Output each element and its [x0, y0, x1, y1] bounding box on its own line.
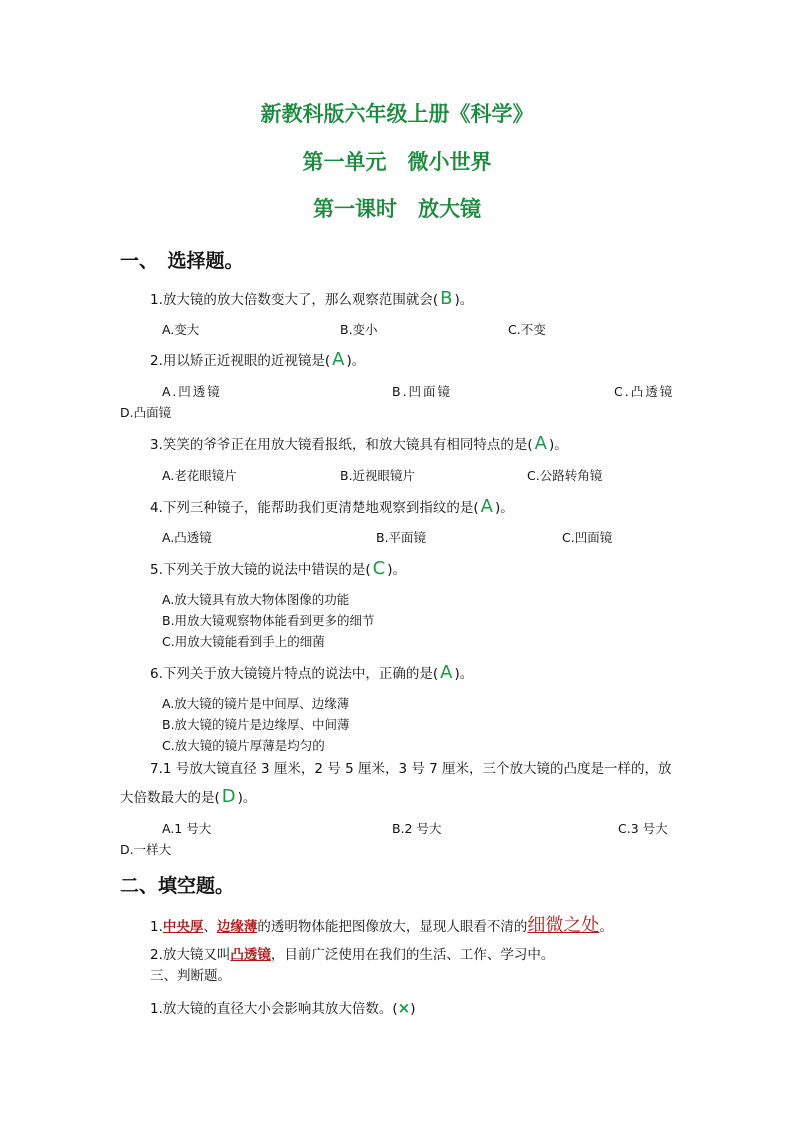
- question-text: )。: [346, 353, 366, 369]
- question-text: 4.下列三种镜子，能帮助我们更清楚地观察到指纹的是(: [150, 500, 479, 516]
- judge-text: ): [410, 1001, 416, 1017]
- option: C.凸透镜: [614, 384, 675, 399]
- option: B.凹面镜: [392, 384, 453, 399]
- fill-1: [150, 911, 613, 937]
- question-4: [150, 496, 514, 517]
- option: B.放大镜的镜片是边缘厚、中间薄: [162, 717, 350, 732]
- option: C.用放大镜能看到手上的细菌: [162, 634, 325, 649]
- answer: A: [440, 662, 453, 683]
- section-judge-heading: 三、判断题。: [150, 968, 231, 984]
- question-3: [150, 433, 568, 454]
- answer: C: [372, 558, 386, 579]
- option: A.1 号大: [162, 821, 212, 836]
- fill-text: 、: [203, 919, 217, 935]
- option: A.老花眼镜片: [162, 468, 237, 483]
- unit-title: 第一单元 微小世界: [302, 150, 492, 174]
- fill-answer: 细微之处: [527, 915, 600, 936]
- question-text: 1.放大镜的放大倍数变大了，那么观察范围就会(: [150, 292, 439, 308]
- option: C.凹面镜: [562, 530, 613, 545]
- option: C.公路转角镜: [527, 468, 603, 483]
- fill-2: [150, 943, 554, 963]
- option: D.凸面镜: [120, 405, 172, 420]
- question-text: 6.下列关于放大镜镜片特点的说法中，正确的是(: [150, 666, 439, 682]
- question-text: 大倍数最大的是(: [120, 790, 220, 806]
- judge-text: 1.放大镜的直径大小会影响其放大倍数。(: [150, 1001, 398, 1017]
- option: D.一样大: [120, 842, 172, 857]
- question-1: [150, 288, 473, 309]
- page-title: 新教科版六年级上册《科学》: [260, 102, 534, 126]
- question-text: 5.下列关于放大镜的说法中错误的是(: [150, 562, 371, 578]
- answer: A: [534, 433, 547, 454]
- question-text: 2.用以矫正近视眼的近视镜是(: [150, 353, 331, 369]
- option: B.2 号大: [392, 821, 442, 836]
- fill-number: 1.: [150, 919, 163, 935]
- section-fill-heading: 二、填空题。: [120, 875, 235, 897]
- question-7-line1: 7.1 号放大镜直径 3 厘米，2 号 5 厘米，3 号 7 厘米，三个放大镜的凸度是一样的，放: [150, 761, 672, 777]
- option: A.凸透镜: [162, 530, 212, 545]
- judge-answer: ×: [397, 999, 411, 1017]
- question-text: )。: [387, 562, 407, 578]
- option: B.变小: [340, 322, 378, 337]
- option: C.不变: [508, 322, 546, 337]
- fill-answer: 凸透镜: [230, 947, 271, 963]
- option: B.近视眼镜片: [340, 468, 416, 483]
- answer: A: [332, 349, 345, 370]
- answer: B: [440, 288, 453, 309]
- question-2: [150, 349, 365, 370]
- fill-text: 的透明物体能把图像放大，显现人眼看不清的: [257, 919, 528, 935]
- fill-answer: 中央厚: [162, 919, 204, 935]
- question-5: [150, 558, 406, 579]
- option: B.用放大镜观察物体能看到更多的细节: [162, 613, 375, 628]
- option: A.凹透镜: [162, 384, 222, 399]
- fill-answer: 边缘薄: [216, 919, 258, 935]
- judge-1: [150, 997, 416, 1017]
- fill-text: ，目前广泛使用在我们的生活、工作、学习中。: [270, 947, 555, 963]
- question-text: )。: [454, 666, 474, 682]
- fill-text: 。: [599, 919, 613, 935]
- question-text: )。: [548, 437, 568, 453]
- question-text: )。: [454, 292, 474, 308]
- answer: A: [480, 496, 493, 517]
- question-7-line2: [120, 786, 256, 807]
- question-text: 3.笑笑的爷爷正在用放大镜看报纸，和放大镜具有相同特点的是(: [150, 437, 533, 453]
- fill-text: 2.放大镜又叫: [150, 947, 231, 963]
- option: A.放大镜的镜片是中间厚、边缘薄: [162, 696, 350, 711]
- option: A.放大镜具有放大物体图像的功能: [162, 592, 350, 607]
- question-text: )。: [494, 500, 514, 516]
- section-choice-heading: 一、 选择题。: [120, 250, 244, 272]
- lesson-title: 第一课时 放大镜: [313, 197, 481, 221]
- option: C.3 号大: [618, 821, 668, 836]
- answer: D: [221, 786, 236, 807]
- question-text: )。: [237, 790, 257, 806]
- option: B.平面镜: [376, 530, 427, 545]
- option: C.放大镜的镜片厚薄是均匀的: [162, 738, 325, 753]
- option: A.变大: [162, 322, 200, 337]
- question-6: [150, 662, 473, 683]
